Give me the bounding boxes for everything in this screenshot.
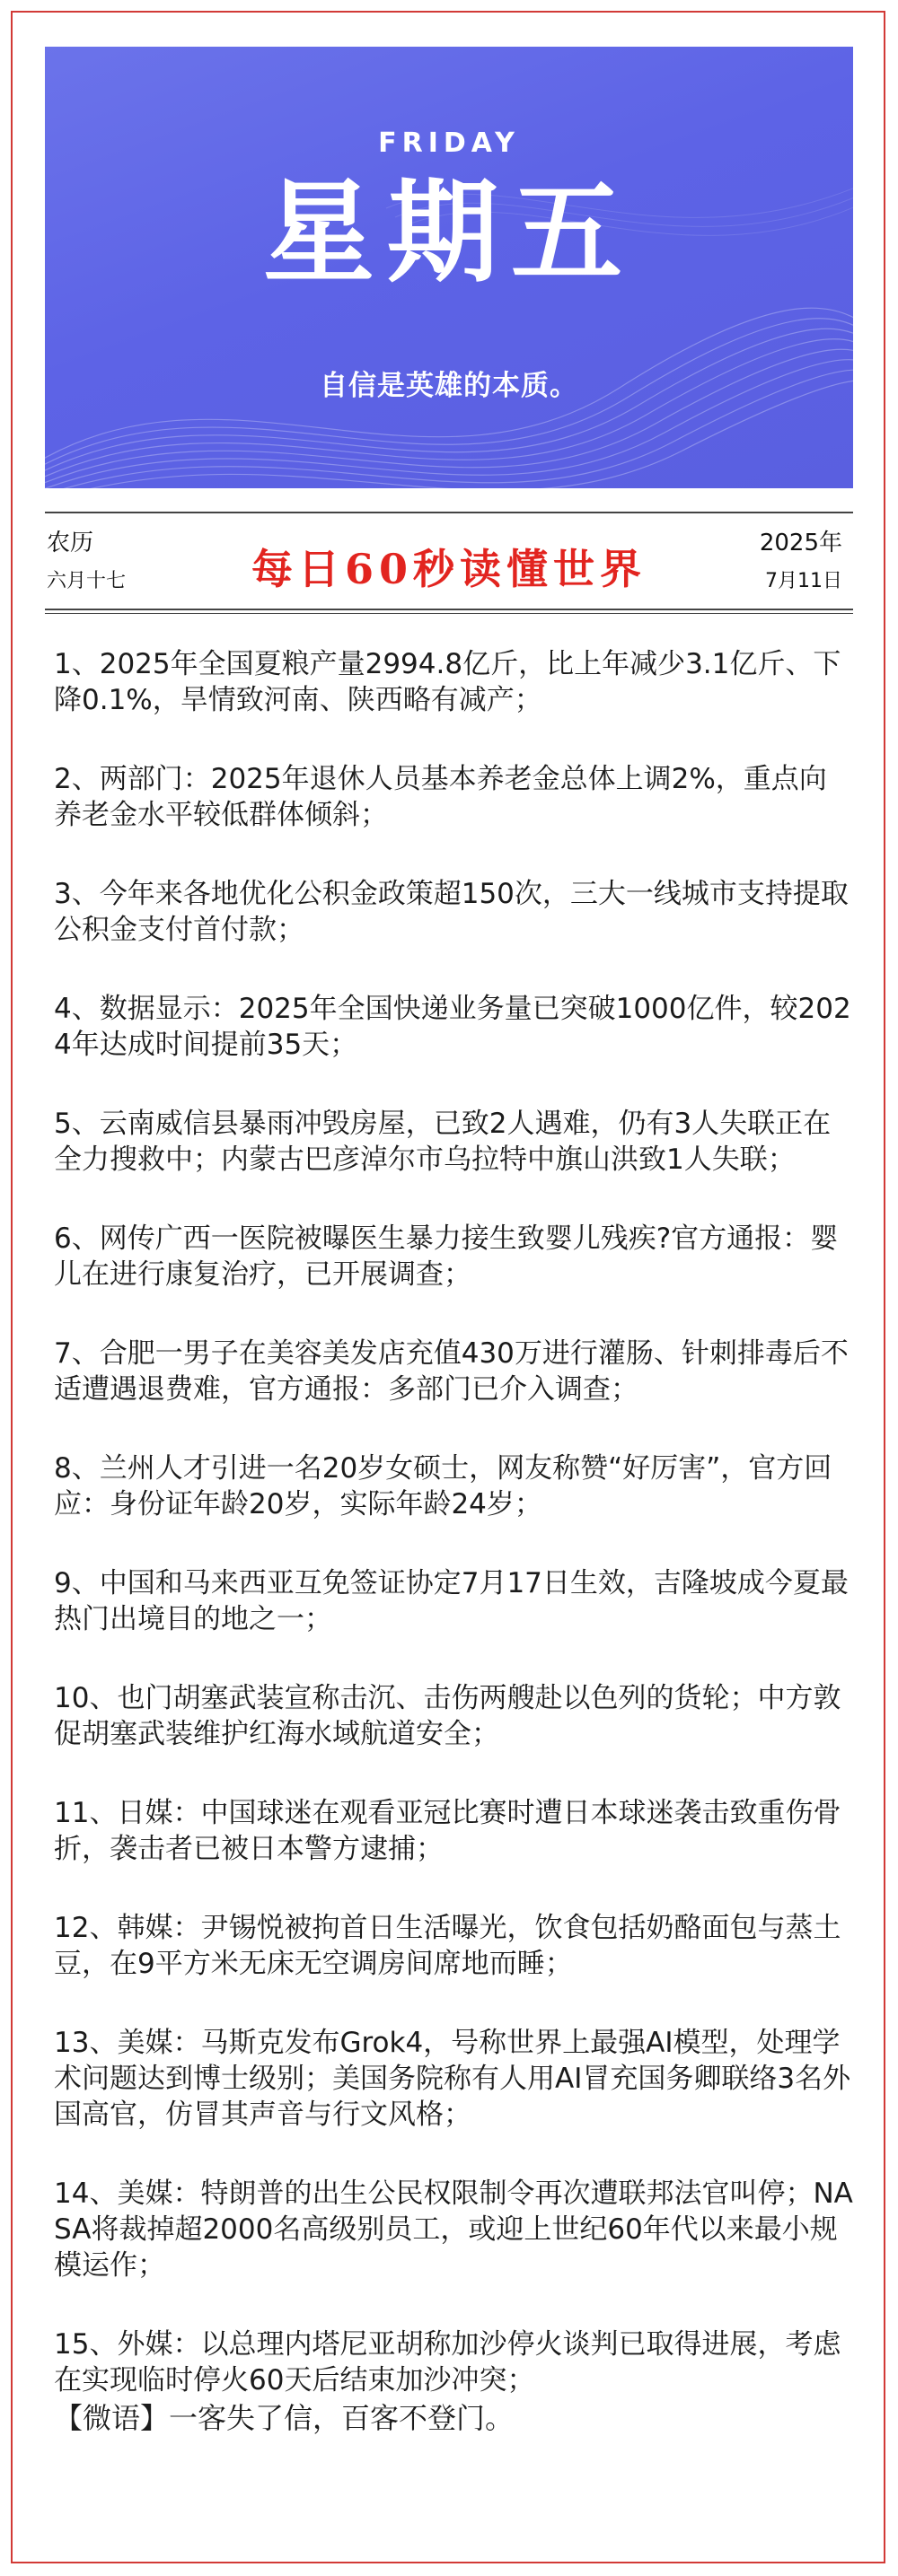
- page-title: 每日60秒读懂世界: [251, 545, 647, 593]
- news-item-12: 12、韩媒：尹锡悦被拘首日生活曝光，饮食包括奶酪面包与蒸土豆，在9平方米无床无空调房间席地而睡；: [54, 1912, 841, 1980]
- year-label: 2025年: [759, 530, 842, 556]
- news-list: [54, 646, 853, 2441]
- lunar-label: 农历: [47, 530, 94, 556]
- daily-motto: 自信是英雄的本质。: [320, 370, 578, 402]
- news-item-4: 4、数据显示：2025年全国快递业务量已突破1000亿件，较2024年达成时间提前35天；: [54, 993, 851, 1061]
- header-banner: [45, 47, 853, 488]
- divider-bottom: [45, 609, 853, 610]
- date-label: 7月11日: [765, 570, 842, 592]
- news-item-7: 7、合肥一男子在美容美发店充值430万进行灌肠、针刺排毒后不适遭遇退费难，官方通报：多部门已介入调查；: [54, 1337, 849, 1406]
- news-item-11: 11、日媒：中国球迷在观看亚冠比赛时遭日本球迷袭击致重伤骨折，袭击者已被日本警方逮捕；: [54, 1797, 841, 1865]
- news-item-6: 6、网传广西一医院被曝医生暴力接生致婴儿残疾?官方通报：婴儿在进行康复治疗，已开展调查；: [54, 1222, 839, 1291]
- news-item-15: 15、外媒：以总理内塔尼亚胡称加沙停火谈判已取得进展，考虑在实现临时停火60天后结束加沙冲突；: [54, 2328, 841, 2396]
- weekday-chinese: 星期五: [262, 168, 635, 298]
- news-item-14: 14、美媒：特朗普的出生公民权限制令再次遭联邦法官叫停；NASA将裁掉超2000名高级别员工，或迎上世纪60年代以来最小规模运作；: [54, 2177, 853, 2282]
- news-item-9: 9、中国和马来西亚互免签证协定7月17日生效，吉隆坡成今夏最热门出境目的地之一；: [54, 1567, 849, 1635]
- news-item-8: 8、兰州人才引进一名20岁女硕士，网友称赞“好厉害”，官方回应：身份证年龄20岁，实际年龄24岁；: [54, 1452, 832, 1520]
- news-item-1: 1、2025年全国夏粮产量2994.8亿斤，比上年减少3.1亿斤、下降0.1%，旱情致河南、陕西略有减产；: [54, 648, 841, 716]
- news-item-13: 13、美媒：马斯克发布Grok4，号称世界上最强AI模型，处理学术问题达到博士级别；美国务院称有人用AI冒充国务卿联络3名外国高官，仿冒其声音与行文风格；: [54, 2027, 851, 2131]
- news-item-5: 5、云南威信县暴雨冲毁房屋，已致2人遇难，仍有3人失联正在全力搜救中；内蒙古巴彦淖尔市乌拉特中旗山洪致1人失联；: [54, 1108, 832, 1176]
- news-item-10: 10、也门胡塞武装宣称击沉、击伤两艘赴以色列的货轮；中方敦促胡塞武装维护红海水域航道安全；: [54, 1682, 841, 1750]
- lunar-date: 六月十七: [47, 570, 127, 592]
- news-item-3: 3、今年来各地优化公积金政策超150次，三大一线城市支持提取公积金支付首付款；: [54, 878, 849, 946]
- weekday-english: FRIDAY: [378, 127, 520, 159]
- divider-bottom-thin: [45, 613, 853, 614]
- daily-quote: 【微语】一客失了信，百客不登门。: [54, 2401, 515, 2435]
- news-item-2: 2、两部门：2025年退休人员基本养老金总体上调2%，重点向养老金水平较低群体倾斜；: [54, 763, 827, 831]
- divider-top: [45, 512, 853, 513]
